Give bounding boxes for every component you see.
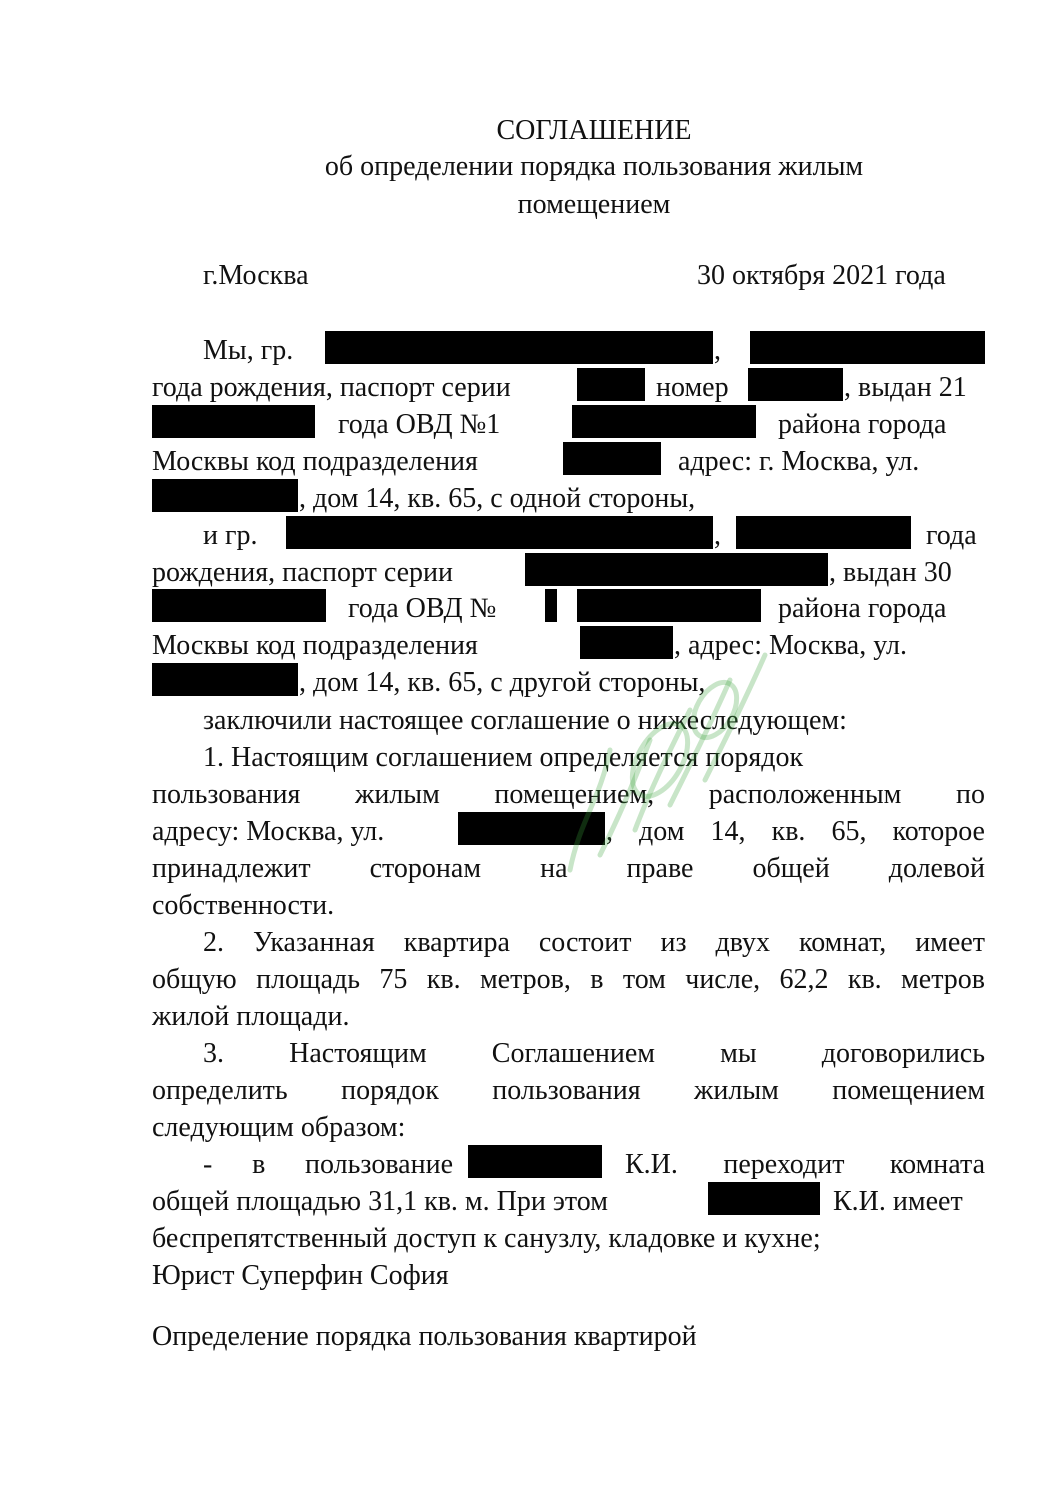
party2-text: года ОВД № (348, 593, 497, 624)
footer-title: Определение порядка пользования квартирой (152, 1321, 697, 1352)
redaction-block (750, 331, 985, 364)
item3-line3: следующим образом: (152, 1112, 406, 1143)
redaction-block (577, 589, 761, 622)
item1-line2: пользования жилым помещением, расположенным по (152, 779, 985, 810)
document-title: СОГЛАШЕНИЕ (496, 115, 692, 146)
item2-line3: жилой площади. (152, 1001, 350, 1032)
bullet-text: - в пользование (203, 1149, 453, 1180)
item2-line1: 2. Указанная квартира состоит из двух комнат, имеет (203, 927, 985, 958)
party2-text: , дом 14, кв. 65, с другой стороны, (299, 667, 706, 698)
redaction-block (736, 516, 911, 549)
redaction-block (152, 405, 315, 438)
party1-text: Москвы код подразделения (152, 446, 478, 477)
redaction-block (580, 626, 673, 659)
redaction-block (468, 1145, 602, 1178)
document-subtitle-line2: помещением (517, 189, 671, 220)
redaction-block (325, 331, 713, 364)
redaction-block (152, 479, 298, 512)
redaction-block (525, 553, 828, 586)
redaction-block (748, 368, 843, 401)
bullet-text: К.И. переходит комната (625, 1149, 985, 1180)
party1-text: , дом 14, кв. 65, с одной стороны, (299, 483, 696, 514)
party2-text: , выдан 30 (829, 557, 952, 588)
redaction-block (152, 589, 326, 622)
party2-comma: , (714, 520, 721, 551)
redaction-block (286, 516, 713, 549)
item2-line2: общую площадь 75 кв. метров, в том числе, 62,2 кв. метров (152, 964, 985, 995)
party2-text: года (926, 520, 977, 551)
party1-text: года ОВД №1 (338, 409, 501, 440)
document-subtitle-line1: об определении порядка пользования жилым (324, 151, 864, 182)
author-line: Юрист Суперфин София (152, 1260, 449, 1291)
item1-text: 1. Настоящим соглашением определяется порядок (203, 742, 804, 773)
party1-text: номер (656, 372, 729, 403)
bullet-line3: беспрепятственный доступ к санузлу, кладовке и кухне; (152, 1223, 821, 1254)
party2-text: рождения, паспорт серии (152, 557, 454, 588)
item1-text: , дом 14, кв. 65, которое (606, 816, 985, 847)
party1-comma: , (714, 335, 721, 366)
party2-text: и гр. (203, 520, 258, 551)
redaction-block (545, 589, 557, 622)
party1-text: , выдан 21 (844, 372, 967, 403)
item3-line2: определить порядок пользования жилым помещением (152, 1075, 985, 1106)
redaction-block (458, 812, 605, 845)
item1-line1 (203, 740, 985, 776)
redaction-block (563, 442, 661, 475)
item1-line5: собственности. (152, 890, 335, 921)
party2-text: района города (778, 593, 947, 624)
bullet-text: общей площадью 31,1 кв. м. При этом (152, 1186, 608, 1217)
party1-text: года рождения, паспорт серии (152, 372, 511, 403)
concluded-line: заключили настоящее соглашение о нижеследующем: (203, 705, 847, 736)
redaction-block (152, 663, 298, 696)
redaction-block (708, 1182, 820, 1215)
party1-text: адрес: г. Москва, ул. (678, 446, 920, 477)
party2-text: , адрес: Москва, ул. (674, 630, 907, 661)
redaction-block (572, 405, 756, 438)
date-label: 30 октября 2021 года (697, 260, 946, 291)
place-label: г.Москва (203, 260, 309, 291)
item1-text: адресу: Москва, ул. (152, 816, 385, 847)
item3-line1: 3. Настоящим Соглашением мы договорились (203, 1038, 985, 1069)
item1-line4: принадлежит сторонам на праве общей долевой (152, 853, 985, 884)
party1-text: района города (778, 409, 947, 440)
party1-text: Мы, гр. (203, 335, 294, 366)
party2-text: Москвы код подразделения (152, 630, 478, 661)
redaction-block (577, 368, 645, 401)
bullet-text: К.И. имеет (833, 1186, 963, 1217)
